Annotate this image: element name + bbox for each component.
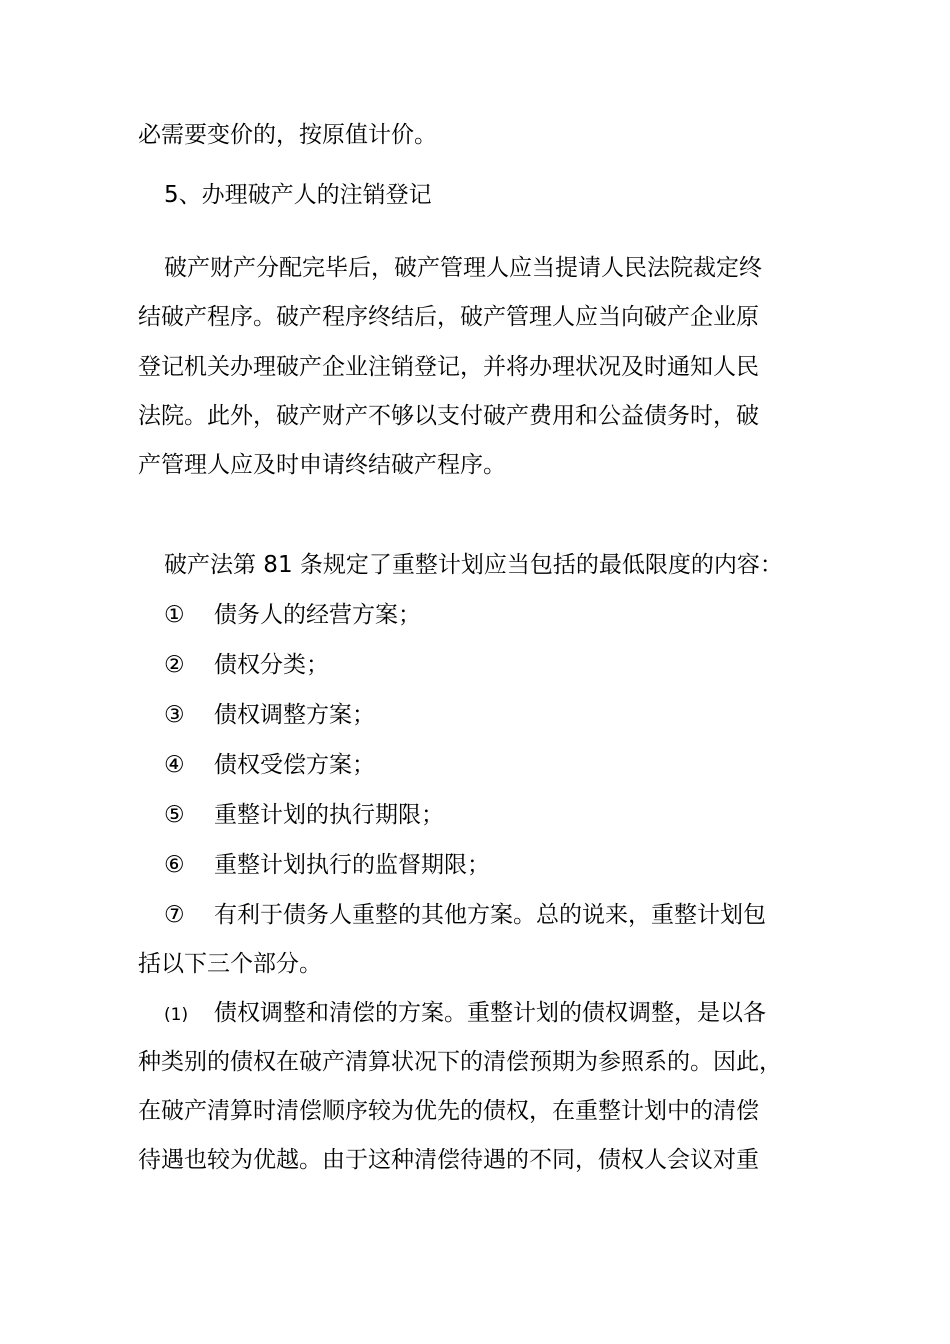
paragraph-line: 待遇也较为优越。由于这种清偿待遇的不同，债权人会议对重 — [138, 1147, 759, 1173]
section-heading: 5、办理破产人的注销登记 — [164, 182, 432, 208]
list-item-text: 有利于债务人重整的其他方案。总的说来，重整计划包 — [214, 902, 766, 928]
list-item — [164, 650, 834, 680]
paragraph-line: 必需要变价的，按原值计价。 — [138, 122, 437, 148]
list-item — [164, 800, 834, 830]
paragraph-line: 破产财产分配完毕后，破产管理人应当提请人民法院裁定终 — [164, 255, 762, 281]
list-marker: ③ — [164, 702, 185, 728]
paragraph-line: 在破产清算时清偿顺序较为优先的债权，在重整计划中的清偿 — [138, 1098, 759, 1124]
paragraph-line: 破产法第 81 条规定了重整计划应当包括的最低限度的内容： — [164, 552, 783, 578]
list-item-text: 债权调整方案； — [214, 702, 375, 728]
list-marker: ⑥ — [164, 852, 185, 878]
paragraph-line: 种类别的债权在破产清算状况下的清偿预期为参照系的。因此， — [138, 1049, 782, 1075]
list-item — [164, 750, 834, 780]
list-marker: ① — [164, 602, 185, 628]
paragraph-line: 产管理人应及时申请终结破产程序。 — [138, 452, 506, 478]
list-marker: ④ — [164, 752, 185, 778]
list-item — [164, 900, 834, 930]
paragraph-line: 法院。此外，破产财产不够以支付破产费用和公益债务时，破 — [138, 403, 759, 429]
list-item — [164, 998, 834, 1030]
list-item-text: 债务人的经营方案； — [214, 602, 421, 628]
list-marker: (1) — [164, 1005, 189, 1025]
paragraph-line: 结破产程序。破产程序终结后，破产管理人应当向破产企业原 — [138, 304, 759, 330]
list-marker: ② — [164, 652, 185, 678]
list-item — [164, 850, 834, 880]
list-item-text: 债权分类； — [214, 652, 329, 678]
paragraph-line: 登记机关办理破产企业注销登记，并将办理状况及时通知人民 — [138, 354, 759, 380]
paragraph-line: 括以下三个部分。 — [138, 951, 322, 977]
list-item — [164, 600, 834, 630]
list-item-text: 重整计划执行的监督期限； — [214, 852, 490, 878]
list-item-text: 债权受偿方案； — [214, 752, 375, 778]
list-item-text: 债权调整和清偿的方案。重整计划的债权调整，是以各 — [214, 1000, 766, 1026]
list-item — [164, 700, 834, 730]
list-item-text: 重整计划的执行期限； — [214, 802, 444, 828]
list-marker: ⑤ — [164, 802, 185, 828]
list-marker: ⑦ — [164, 902, 185, 928]
